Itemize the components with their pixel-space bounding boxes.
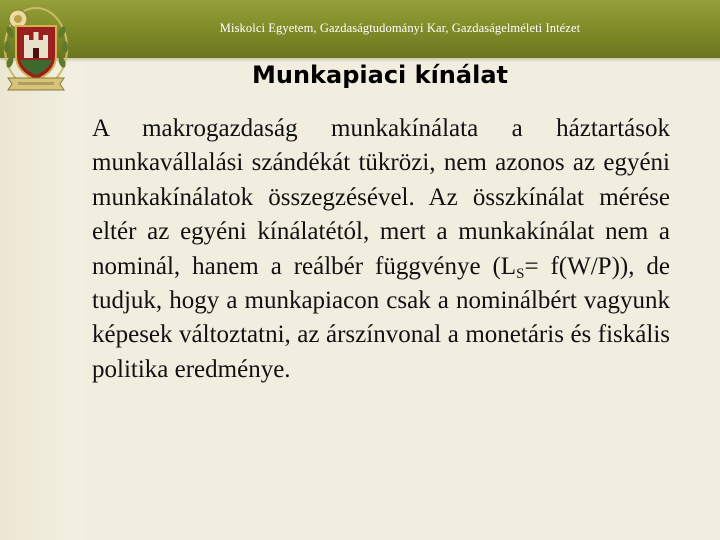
left-decorative-band	[0, 60, 84, 540]
institution-header: Miskolci Egyetem, Gazdaságtudományi Kar, Gazdaságelméleti Intézet	[219, 21, 581, 35]
slide-body-text	[92, 112, 670, 387]
slide-title: Munkapiaci kínálat	[252, 61, 508, 89]
body-text-part1: A makrogazdaság munkakínálata a háztartások munkavállalási szándékát tükrözi, nem azonos az egyéni munkakínálatok összegzésével. Az összkínálat mérése eltér az egyéni kínálatétól, mert a munkakínálat nem a nominál, hanem a reálbér függvénye (L	[92, 115, 670, 280]
university-crest-icon	[2, 2, 70, 94]
body-text-subscript: S	[516, 265, 525, 282]
body-text-part2: = f(W/P)), de tudjuk, hogy a munkapiacon csak a nominálbért vagyunk képesek változtatni, az árszínvonal a monetáris és fiskális politika eredménye.	[92, 252, 670, 383]
